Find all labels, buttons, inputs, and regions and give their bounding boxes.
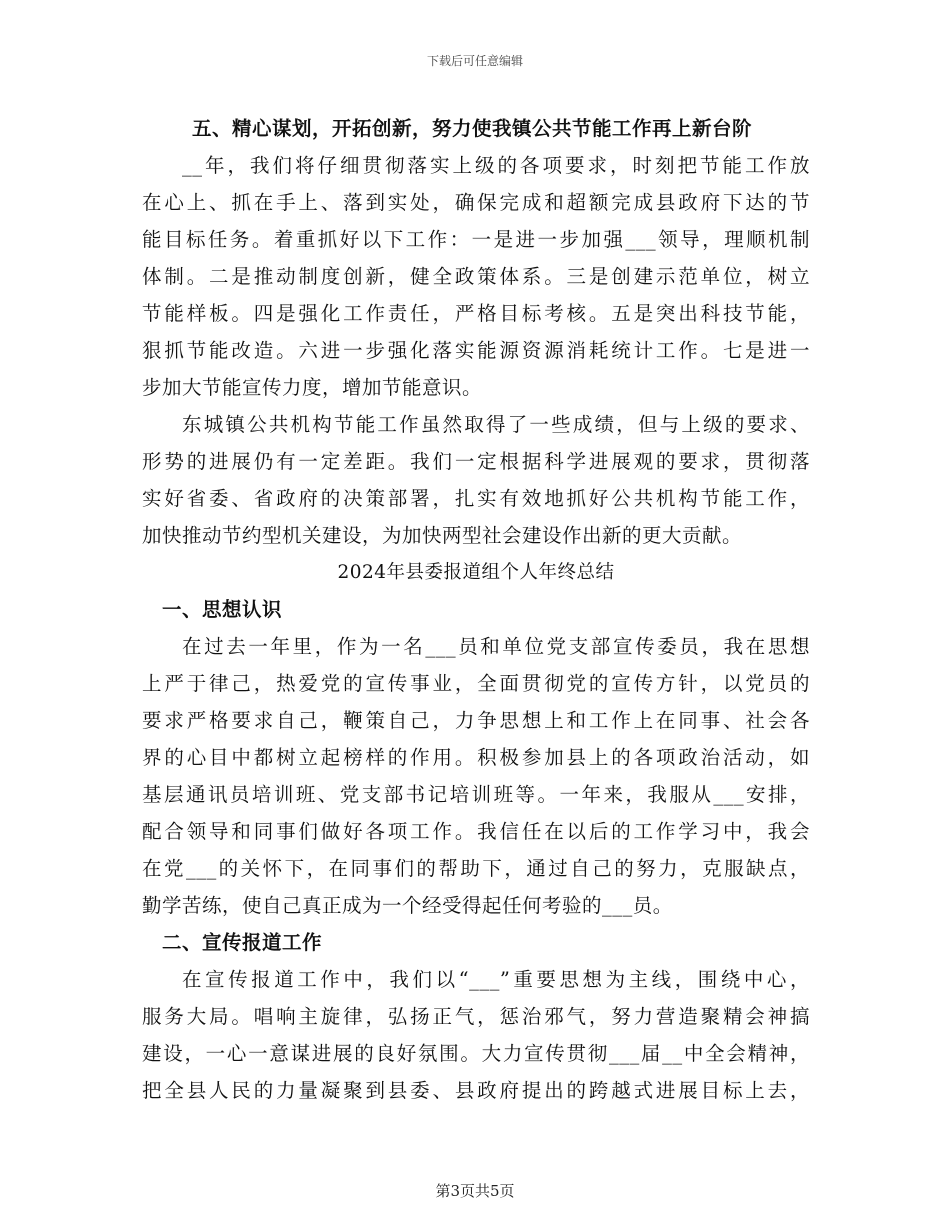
paragraph-line: 上严于律己，热爱党的宣传事业，全面贯彻党的宣传方针，以党员的	[142, 672, 810, 695]
paragraph-line: 节能样板。四是强化工作责任，严格目标考核。五是突出科技节能，	[142, 302, 810, 325]
paragraph-line: 在过去一年里，作为一名___员和单位党支部宣传委员，我在思想	[182, 635, 810, 658]
paragraph-line: 实好省委、省政府的决策部署，扎实有效地抓好公共机构节能工作，	[142, 487, 810, 510]
paragraph-line: 要求严格要求自己，鞭策自己，力争思想上和工作上在同事、社会各	[142, 709, 810, 732]
page-footer: 第3页共5页	[435, 1182, 515, 1200]
paragraph-line: 在宣传报道工作中，我们以“___”重要思想为主线，围绕中心，	[182, 968, 810, 991]
paragraph-line: 把全县人民的力量凝聚到县委、县政府提出的跨越式进展目标上去，	[142, 1079, 810, 1102]
paragraph-line: __年，我们将仔细贯彻落实上级的各项要求，时刻把节能工作放	[182, 154, 810, 177]
paragraph-line: 步加大节能宣传力度，增加节能意识。	[142, 376, 483, 399]
paragraph-line: 勤学苦练，使自己真正成为一个经受得起任何考验的___员。	[142, 894, 673, 917]
paragraph-line: 服务大局。唱响主旋律，弘扬正气，惩治邪气，努力营造聚精会神搞	[142, 1005, 810, 1028]
paragraph-line: 狠抓节能改造。六进一步强化落实能源资源消耗统计工作。七是进一	[142, 339, 810, 362]
paragraph-line: 在党___的关怀下，在同事们的帮助下，通过自己的努力，克服缺点，	[142, 857, 810, 880]
paragraph-line: 建设，一心一意谋进展的良好氛围。大力宣传贯彻___届__中全会精神，	[142, 1042, 810, 1065]
section-heading: 二、宣传报道工作	[162, 931, 323, 954]
paragraph-line: 配合领导和同事们做好各项工作。我信任在以后的工作学习中，我会	[142, 820, 810, 843]
section-heading: 一、思想认识	[162, 598, 283, 621]
paragraph-line: 形势的进展仍有一定差距。我们一定根据科学进展观的要求，贯彻落	[142, 450, 810, 473]
section-heading: 五、精心谋划，开拓创新，努力使我镇公共节能工作再上新台阶	[192, 117, 753, 140]
document-title: 2024年县委报道组个人年终总结	[337, 562, 615, 583]
paragraph-line: 加快推动节约型机关建设，为加快两型社会建设作出新的更大贡献。	[142, 524, 743, 547]
paragraph-line: 界的心目中都树立起榜样的作用。积极参加县上的各项政治活动，如	[142, 746, 810, 769]
page-header: 下载后可任意编辑	[426, 54, 523, 68]
paragraph-line: 在心上、抓在手上、落到实处，确保完成和超额完成县政府下达的节	[142, 191, 810, 214]
paragraph-line: 能目标任务。着重抓好以下工作：一是进一步加强___领导，理顺机制	[142, 228, 810, 251]
paragraph-line: 基层通讯员培训班、党支部书记培训班等。一年来，我服从___安排，	[142, 783, 810, 806]
paragraph-line: 东城镇公共机构节能工作虽然取得了一些成绩，但与上级的要求、	[182, 413, 810, 436]
document-body	[142, 110, 810, 1109]
paragraph-line: 体制。二是推动制度创新，健全政策体系。三是创建示范单位，树立	[142, 265, 810, 288]
